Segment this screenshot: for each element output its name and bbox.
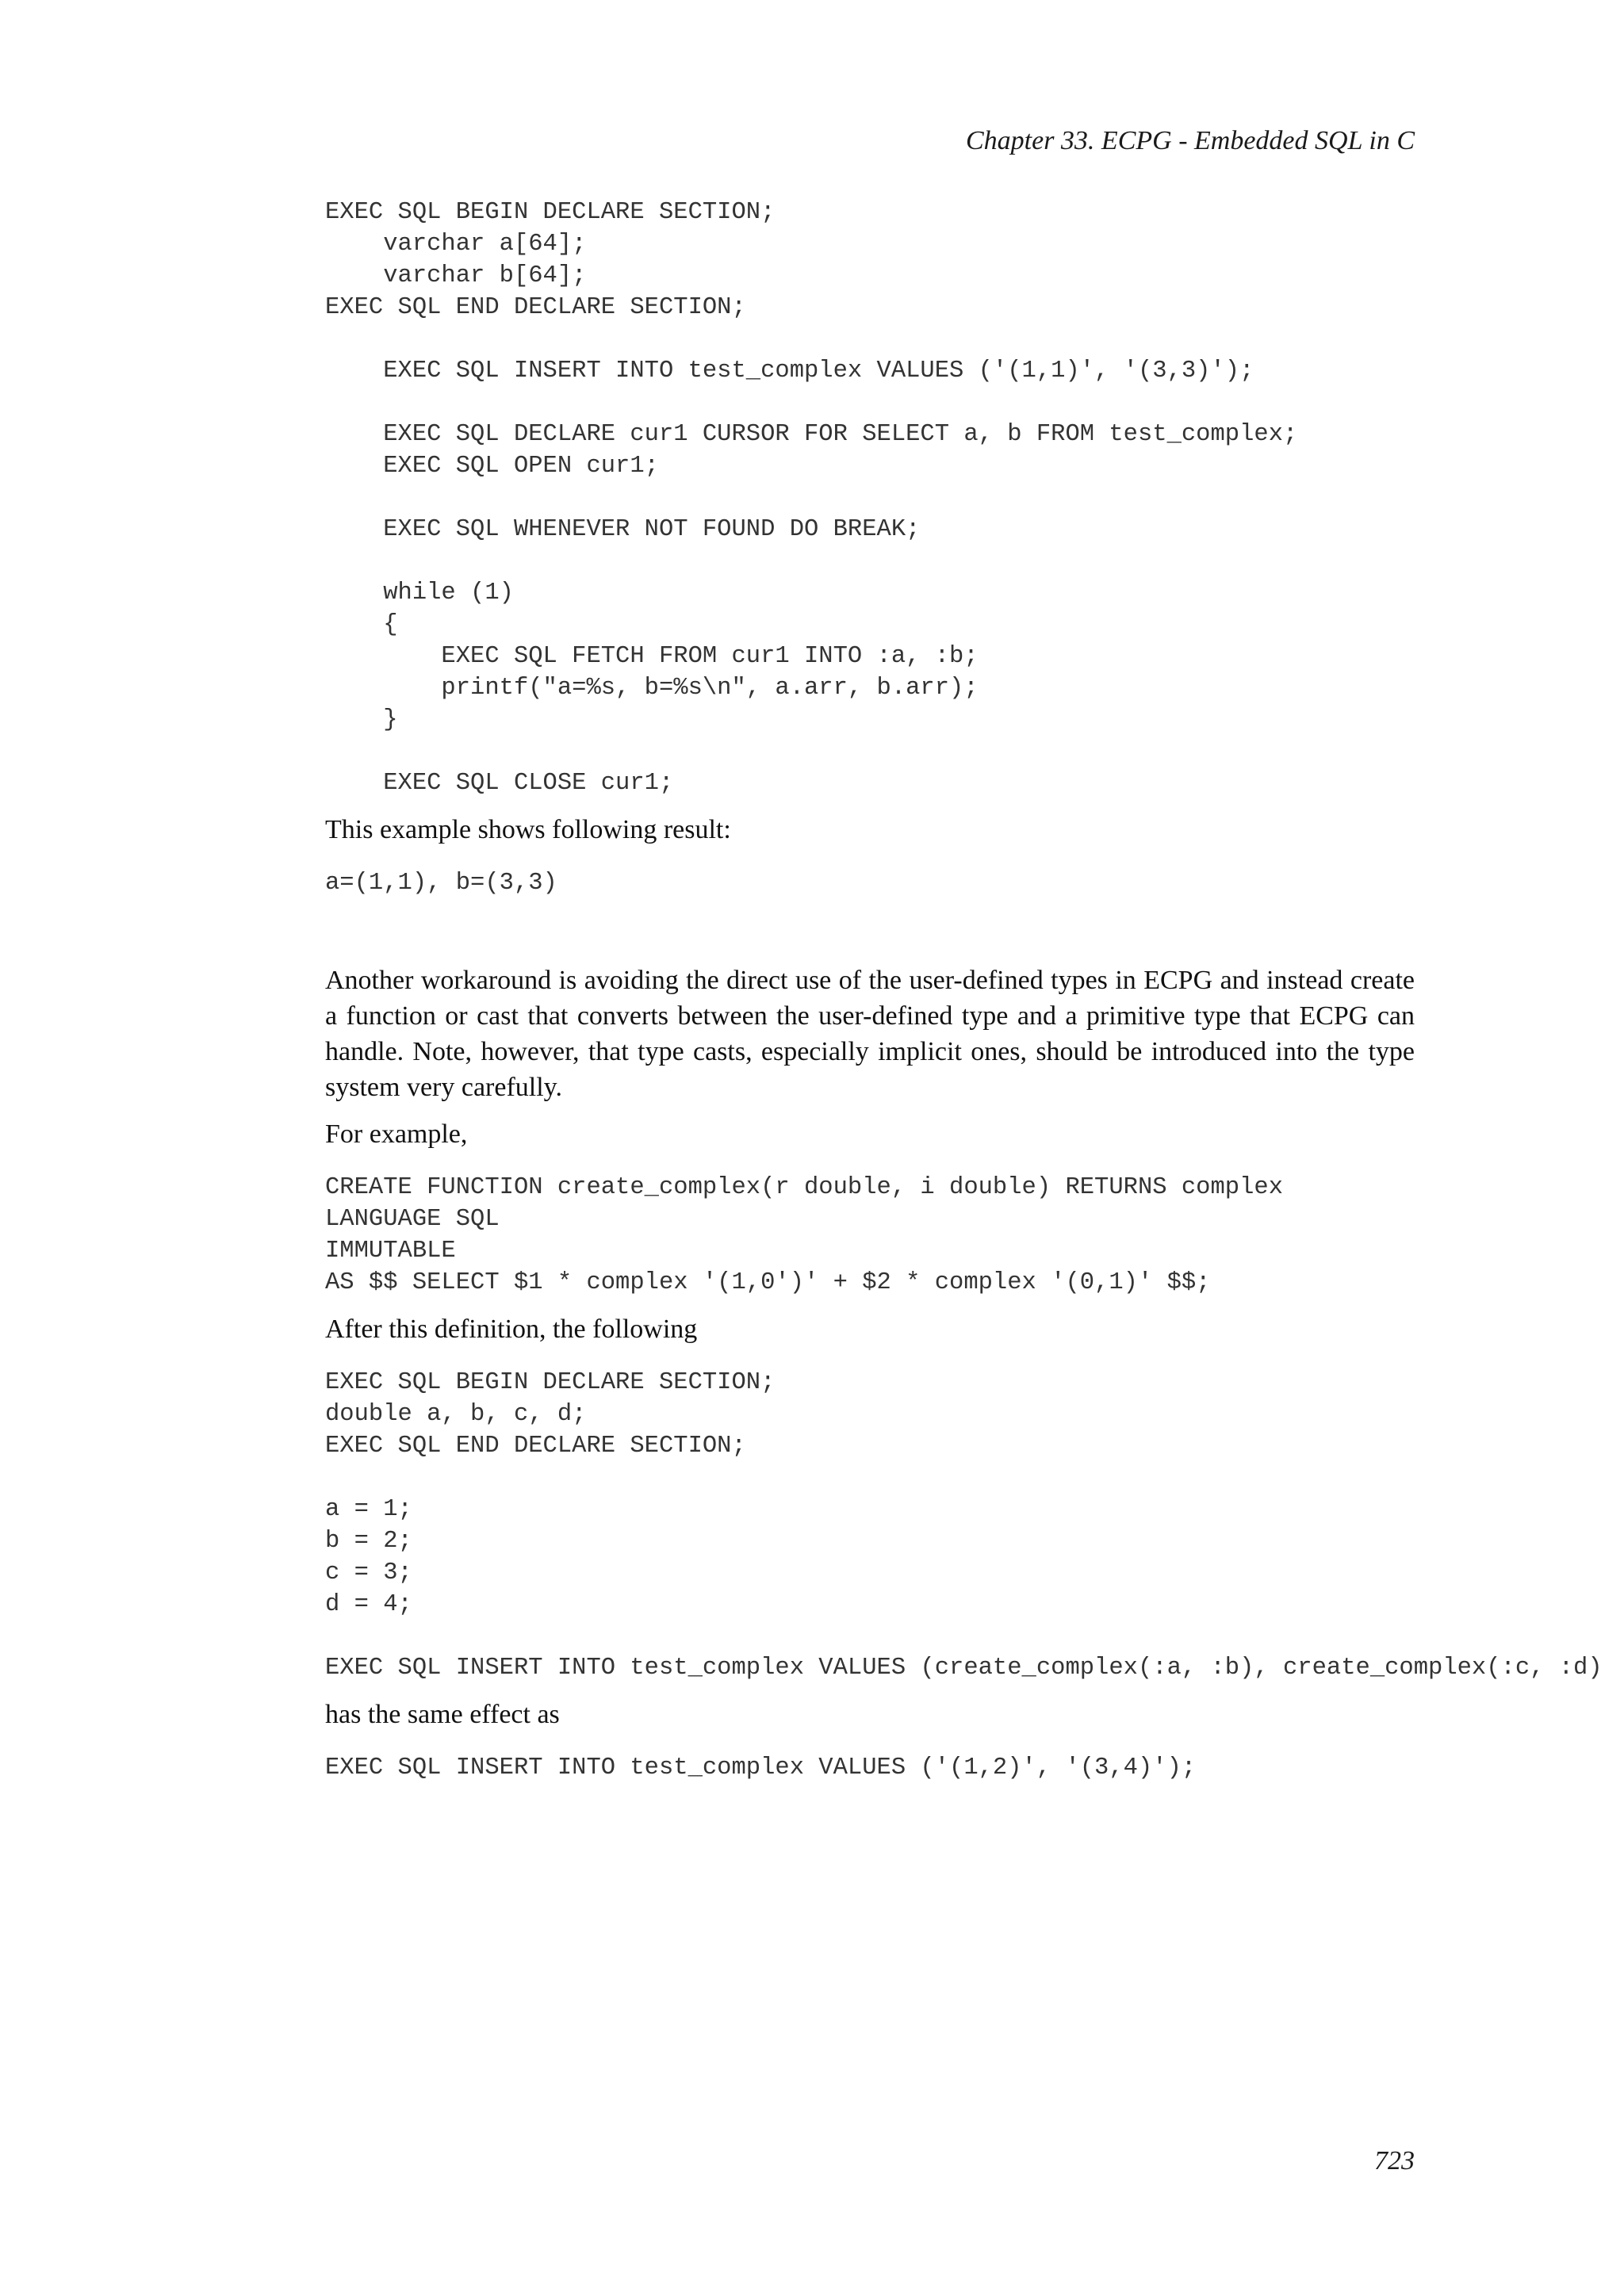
code-block-cursor-example: EXEC SQL BEGIN DECLARE SECTION; varchar a[64]; varchar b[64]; EXEC SQL END DECLARE SECTION; EXEC SQL INSERT INTO test_complex VALUES ('(1,1)', '(3,3)'); EXEC SQL DECLARE cur1 CURSOR FOR SELECT a, b FROM test_complex; EXEC SQL OPEN cur1; EXEC SQL WHENEVER NOT FOUND DO BREAK; while (1) { EXEC SQL FETCH FROM cur1 INTO :a, :b; printf("a=%s, b=%s\n", a.arr, b.arr); } EXEC SQL CLOSE cur1; — [325, 199, 1298, 797]
paragraph-for-example: For example, — [325, 1119, 468, 1149]
paragraph-after-definition: After this definition, the following — [325, 1314, 698, 1344]
page-content — [325, 197, 1603, 1784]
code-block-create-function: CREATE FUNCTION create_complex(r double, i double) RETURNS complex LANGUAGE SQL IMMUTABLE AS $$ SELECT $1 * complex '(1,0')' + $2 * complex '(0,1)' $$; — [325, 1174, 1283, 1296]
code-block-insert-with-function: EXEC SQL BEGIN DECLARE SECTION; double a, b, c, d; EXEC SQL END DECLARE SECTION; a = 1; b = 2; c = 3; d = 4; EXEC SQL INSERT INTO test_complex VALUES (create_complex(:a, :b), create_complex(:c, :d) — [325, 1369, 1603, 1682]
page-number: 723 — [1374, 2146, 1415, 2175]
code-block-result-output: a=(1,1), b=(3,3) — [325, 870, 557, 897]
code-block-insert-literal: EXEC SQL INSERT INTO test_complex VALUES ('(1,2)', '(3,4)'); — [325, 1755, 1197, 1781]
paragraph-result-intro: This example shows following result: — [325, 815, 731, 844]
running-header: Chapter 33. ECPG - Embedded SQL in C — [965, 126, 1415, 155]
paragraph-workaround: Another workaround is avoiding the direct use of the user-defined types in ECPG and instead create a function or cast that converts between the user-defined type and a primitive type that ECPG can handle. Note, however, that type casts, especially implicit ones, should be introduced into the type system very carefully. — [325, 966, 1415, 1102]
paragraph-same-effect: has the same effect as — [325, 1700, 560, 1729]
